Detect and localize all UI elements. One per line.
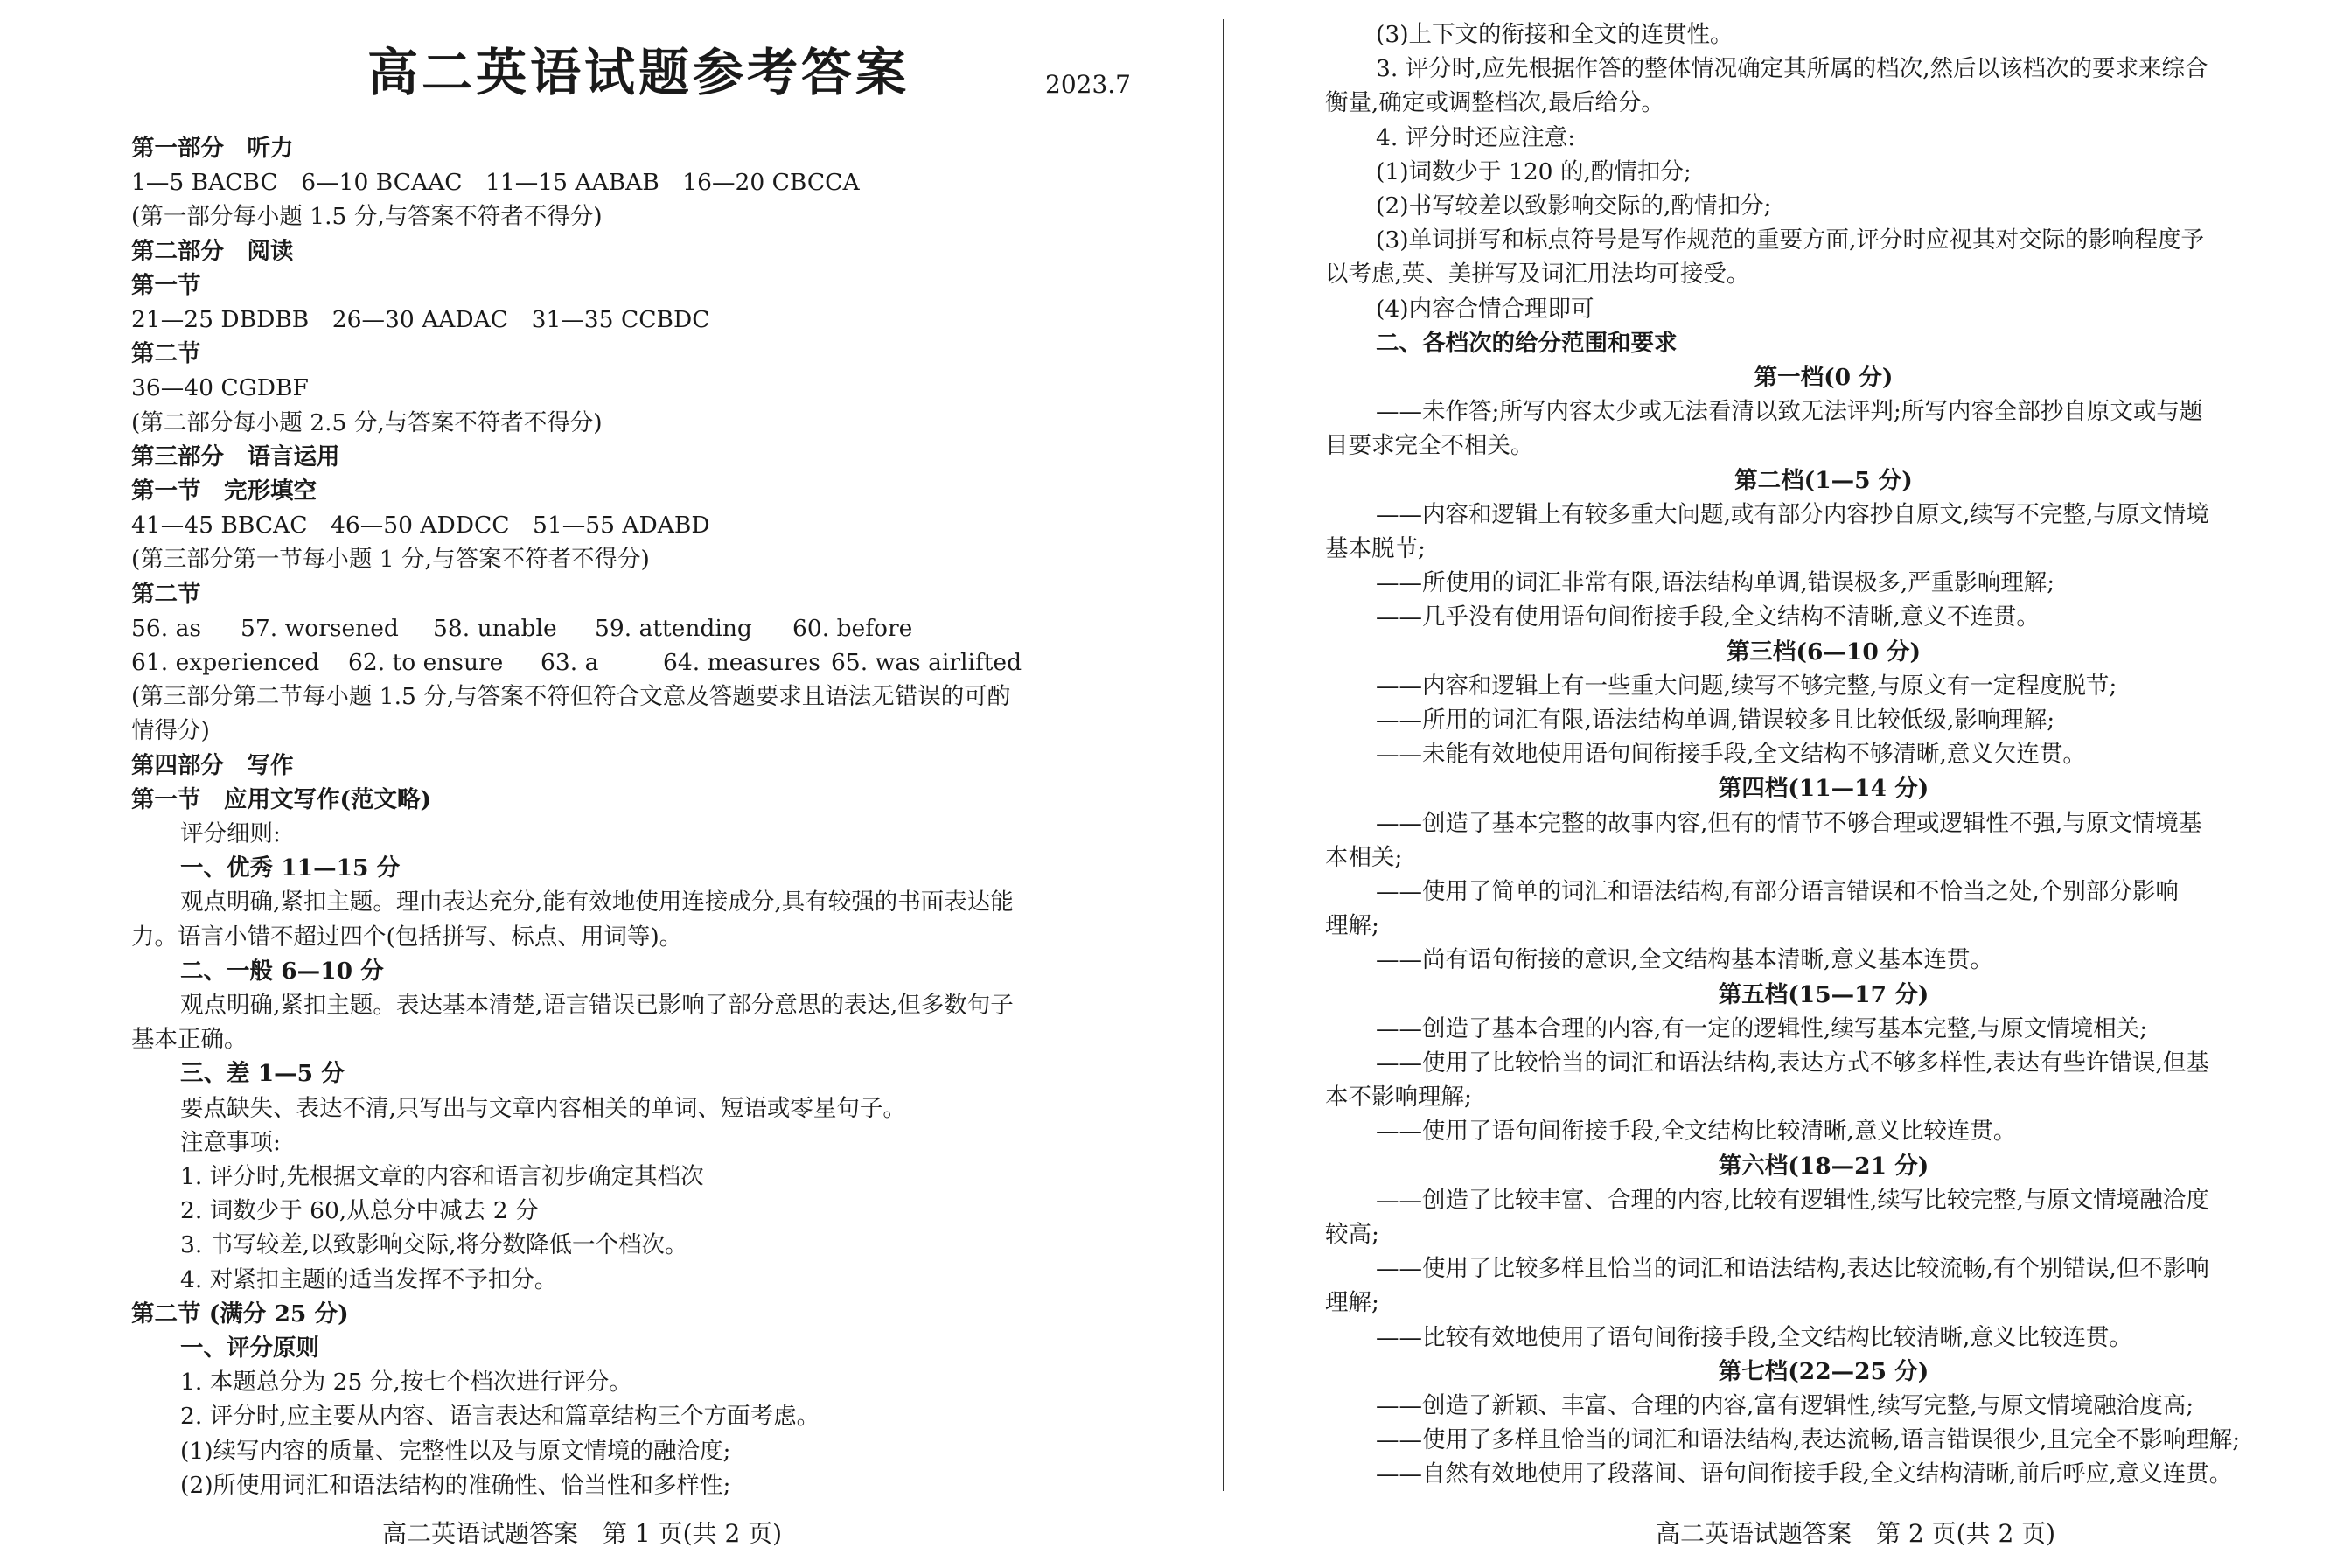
section-heading: 第四部分 写作 [131, 751, 294, 779]
body-line: ——尚有语句衔接的意识,全文结构基本清晰,意义基本连贯。 [1376, 946, 1993, 974]
body-line: ——内容和逻辑上有较多重大问题,或有部分内容抄自原文,续写不完整,与原文情境 [1376, 500, 2209, 528]
body-line: 二、各档次的给分范围和要求 [1376, 329, 1678, 357]
body-line: ——比较有效地使用了语句间衔接手段,全文结构比较清晰,意义比较连贯。 [1376, 1323, 2132, 1351]
body-line: ——创造了比较丰富、合理的内容,比较有逻辑性,续写比较完整,与原文情境融洽度 [1376, 1186, 2209, 1214]
body-line: ——使用了比较恰当的词汇和语法结构,表达方式不够多样性,表达有些许错误,但基 [1376, 1049, 2209, 1077]
page-title: 高二英语试题参考答案 [367, 43, 910, 102]
body-line: 注意事项: [180, 1128, 281, 1156]
blank-answer: 61. experienced [131, 649, 320, 676]
body-line: 1. 本题总分为 25 分,按七个档次进行评分。 [180, 1369, 632, 1397]
body-line: 4. 评分时还应注意: [1376, 123, 1576, 151]
body-line: ——自然有效地使用了段落间、语句间衔接手段,全文结构清晰,前后呼应,意义连贯。 [1376, 1460, 2233, 1488]
body-line: ——使用了多样且恰当的词汇和语法结构,表达流畅,语言错误很少,且完全不影响理解; [1376, 1426, 2241, 1454]
section-heading: 第二部分 阅读 [131, 237, 294, 265]
body-line: 情得分) [131, 717, 210, 745]
body-line: (2)书写较差以致影响交际的,酌情扣分; [1376, 192, 1772, 220]
section-heading: 第一部分 听力 [131, 135, 294, 162]
left-footer: 高二英语试题答案 第 1 页(共 2 页) [382, 1519, 783, 1548]
section-heading: 一、评分原则 [180, 1335, 319, 1362]
answer-line: (第一部分每小题 1.5 分,与答案不符者不得分) [131, 203, 603, 231]
body-line: 以考虑,英、美拼写及词汇用法均可接受。 [1325, 261, 1750, 289]
answer-line: 41—45 BBCAC 46—50 ADDCC 51—55 ADABD [131, 512, 710, 540]
answer-line: (第二部分每小题 2.5 分,与答案不符者不得分) [131, 408, 603, 436]
section-heading: 第二节 (满分 25 分) [131, 1300, 349, 1328]
blank-answer: 60. before [792, 614, 913, 642]
answer-line: (第三部分第一节每小题 1 分,与答案不符者不得分) [131, 546, 650, 574]
body-line: 要点缺失、表达不清,只写出与文章内容相关的单词、短语或零星句子。 [180, 1094, 906, 1122]
body-line: 3. 书写较差,以致影响交际,将分数降低一个档次。 [180, 1231, 688, 1259]
body-line: 2. 词数少于 60,从总分中减去 2 分 [180, 1197, 539, 1225]
body-line: (第三部分第二节每小题 1.5 分,与答案不符但符合文意及答题要求且语法无错误的可酌 [131, 683, 1011, 711]
body-line: 基本正确。 [131, 1026, 248, 1054]
body-line: ——创造了基本合理的内容,有一定的逻辑性,续写基本完整,与原文情境相关; [1376, 1014, 2148, 1042]
grade-level-heading: 第七档(22—25 分) [1718, 1357, 1929, 1385]
body-line: 理解; [1325, 1289, 1379, 1317]
blank-answer: 59. attending [595, 614, 752, 642]
section-heading: 第二节 [131, 340, 201, 368]
right-footer: 高二英语试题答案 第 2 页(共 2 页) [1656, 1519, 2056, 1548]
body-line: 本不影响理解; [1325, 1084, 1472, 1112]
body-line: ——使用了简单的词汇和语法结构,有部分语言错误和不恰当之处,个别部分影响 [1376, 878, 2179, 905]
body-line: 观点明确,紧扣主题。表达基本清楚,语言错误已影响了部分意思的表达,但多数句子 [180, 992, 1014, 1019]
blank-answer: 56. as [131, 614, 201, 642]
body-line: (2)所使用词汇和语法结构的准确性、恰当性和多样性; [180, 1471, 731, 1499]
body-line: ——使用了比较多样且恰当的词汇和语法结构,表达比较流畅,有个别错误,但不影响 [1376, 1255, 2209, 1283]
body-line: ——几乎没有使用语句间衔接手段,全文结构不清晰,意义不连贯。 [1376, 603, 2040, 631]
grade-level-heading: 第四档(11—14 分) [1718, 775, 1929, 803]
body-line: ——创造了新颖、丰富、合理的内容,富有逻辑性,续写完整,与原文情境融洽度高; [1376, 1392, 2194, 1419]
blank-answer: 62. to ensure [348, 649, 504, 676]
body-line: 基本脱节; [1325, 535, 1426, 562]
section-heading: 第一节 [131, 271, 201, 299]
grade-level-heading: 第六档(18—21 分) [1718, 1152, 1929, 1180]
blank-answer: 57. worsened [241, 614, 399, 642]
body-line: ——未能有效地使用语句间衔接手段,全文结构不够清晰,意义欠连贯。 [1376, 741, 2086, 769]
body-line: ——创造了基本完整的故事内容,但有的情节不够合理或逻辑性不强,与原文情境基 [1376, 809, 2202, 837]
section-heading: 三、差 1—5 分 [180, 1060, 345, 1088]
body-line: (1)续写内容的质量、完整性以及与原文情境的融洽度; [180, 1437, 731, 1465]
body-line: 本相关; [1325, 843, 1403, 871]
body-line: 评分细则: [180, 820, 281, 847]
answer-line: 1—5 BACBC 6—10 BCAAC 11—15 AABAB 16—20 CBCCA [131, 169, 860, 197]
section-heading: 一、优秀 11—15 分 [180, 854, 401, 882]
section-heading: 第二节 [131, 580, 201, 608]
body-line: 目要求完全不相关。 [1325, 432, 1534, 460]
section-heading: 二、一般 6—10 分 [180, 957, 384, 985]
blank-answer: 63. a [541, 649, 599, 676]
body-line: 1. 评分时,先根据文章的内容和语言初步确定其档次 [180, 1163, 704, 1190]
grade-level-heading: 第一档(0 分) [1754, 364, 1894, 391]
body-line: ——所用的词汇有限,语法结构单调,错误较多且比较低级,影响理解; [1376, 707, 2055, 734]
section-heading: 第一节 应用文写作(范文略) [131, 785, 432, 813]
body-line: 较高; [1325, 1221, 1379, 1248]
body-line: 观点明确,紧扣主题。理由表达充分,能有效地使用连接成分,具有较强的书面表达能 [180, 889, 1014, 916]
page-divider [1223, 19, 1224, 1491]
body-line: 3. 评分时,应先根据作答的整体情况确定其所属的档次,然后以该档次的要求来综合 [1376, 55, 2208, 83]
body-line: 2. 评分时,应主要从内容、语言表达和篇章结构三个方面考虑。 [180, 1403, 820, 1431]
body-line: ——内容和逻辑上有一些重大问题,续写不够完整,与原文有一定程度脱节; [1376, 672, 2117, 700]
body-line: 力。语言小错不超过四个(包括拼写、标点、用词等)。 [131, 923, 683, 951]
body-line: 理解; [1325, 912, 1379, 940]
exam-date: 2023.7 [1045, 70, 1131, 99]
body-line: 衡量,确定或调整档次,最后给分。 [1325, 89, 1664, 117]
blank-answer: 65. was airlifted [831, 649, 1022, 676]
body-line: (3)单词拼写和标点符号是写作规范的重要方面,评分时应视其对交际的影响程度予 [1376, 226, 2204, 254]
blank-answer: 58. unable [433, 614, 557, 642]
grade-level-heading: 第五档(15—17 分) [1718, 980, 1929, 1008]
body-line: ——未作答;所写内容太少或无法看清以致无法评判;所写内容全部抄自原文或与题 [1376, 398, 2203, 426]
body-line: (3)上下文的衔接和全文的连贯性。 [1376, 21, 1734, 48]
body-line: 4. 对紧扣主题的适当发挥不予扣分。 [180, 1265, 558, 1293]
answer-line: 21—25 DBDBB 26—30 AADAC 31—35 CCBDC [131, 306, 710, 333]
body-line: ——所使用的词汇非常有限,语法结构单调,错误极多,严重影响理解; [1376, 569, 2055, 597]
grade-level-heading: 第二档(1—5 分) [1734, 466, 1913, 494]
section-heading: 第一节 完形填空 [131, 477, 317, 505]
blank-answer: 64. measures [663, 649, 820, 676]
body-line: (1)词数少于 120 的,酌情扣分; [1376, 157, 1692, 185]
answer-line: 36—40 CGDBF [131, 374, 309, 402]
section-heading: 第三部分 语言运用 [131, 443, 340, 470]
body-line: (4)内容合情合理即可 [1376, 295, 1594, 323]
grade-level-heading: 第三档(6—10 分) [1726, 638, 1922, 666]
body-line: ——使用了语句间衔接手段,全文结构比较清晰,意义比较连贯。 [1376, 1118, 2017, 1146]
